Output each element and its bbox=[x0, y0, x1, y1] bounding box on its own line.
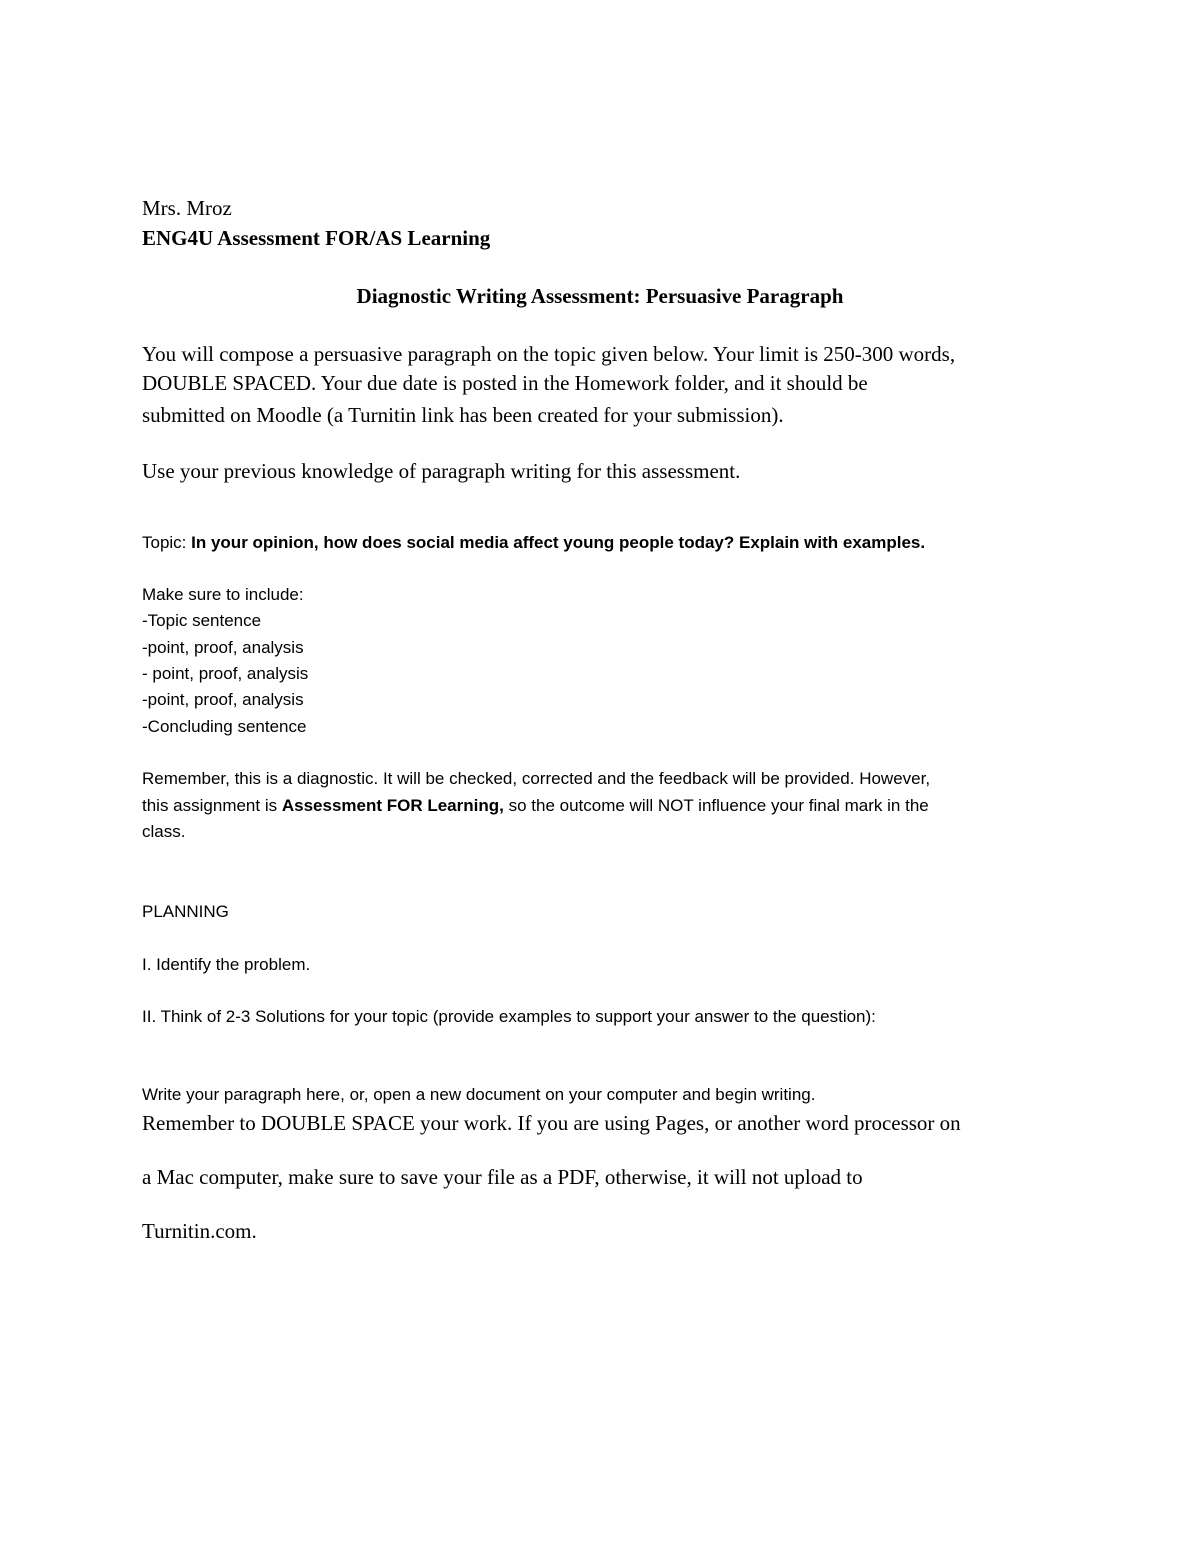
intro-line-1: You will compose a persuasive paragraph on the topic given below. Your limit is 250-300 words, bbox=[142, 342, 956, 366]
checklist-item: - point, proof, analysis bbox=[142, 664, 309, 683]
planning-step-1: I. Identify the problem. bbox=[142, 955, 311, 974]
previous-knowledge-line: Use your previous knowledge of paragraph writing for this assessment. bbox=[142, 459, 741, 483]
topic-label: Topic: bbox=[142, 533, 192, 552]
topic-question: In your opinion, how does social media affect young people today? Explain with examples. bbox=[191, 533, 926, 552]
checklist-item: -Topic sentence bbox=[142, 611, 262, 630]
checklist-heading: Make sure to include: bbox=[142, 585, 304, 604]
reminder-line-3: class. bbox=[142, 822, 186, 841]
reminder-text: so the outcome will NOT influence your final mark in the bbox=[503, 796, 929, 815]
intro-line-3: submitted on Moodle (a Turnitin link has been created for your submission). bbox=[142, 403, 784, 427]
reminder-line-1: Remember, this is a diagnostic. It will be checked, corrected and the feedback will be provided. However, bbox=[142, 769, 931, 788]
checklist-item: -point, proof, analysis bbox=[142, 690, 304, 709]
reminder-text: this assignment is bbox=[142, 796, 282, 815]
course-title: ENG4U Assessment FOR/AS Learning bbox=[142, 226, 491, 250]
planning-heading: PLANNING bbox=[142, 902, 229, 921]
reminder-line-2 bbox=[142, 796, 929, 816]
write-here-line: Write your paragraph here, or, open a new document on your computer and begin writing. bbox=[142, 1085, 816, 1104]
document-title: Diagnostic Writing Assessment: Persuasive Paragraph bbox=[356, 284, 844, 308]
teacher-name: Mrs. Mroz bbox=[142, 196, 232, 220]
topic-line bbox=[142, 533, 925, 553]
reminder-emphasis: Assessment FOR Learning, bbox=[281, 796, 504, 815]
checklist-item: -point, proof, analysis bbox=[142, 638, 304, 657]
checklist-item: -Concluding sentence bbox=[142, 717, 307, 736]
planning-step-2: II. Think of 2-3 Solutions for your topic (provide examples to support your answer to the question): bbox=[142, 1007, 876, 1026]
closing-line-1: Remember to DOUBLE SPACE your work. If you are using Pages, or another word processor on bbox=[142, 1111, 961, 1135]
closing-line-3: Turnitin.com. bbox=[142, 1219, 257, 1243]
intro-line-2: DOUBLE SPACED. Your due date is posted in the Homework folder, and it should be bbox=[142, 371, 868, 395]
closing-line-2: a Mac computer, make sure to save your file as a PDF, otherwise, it will not upload to bbox=[142, 1165, 863, 1189]
